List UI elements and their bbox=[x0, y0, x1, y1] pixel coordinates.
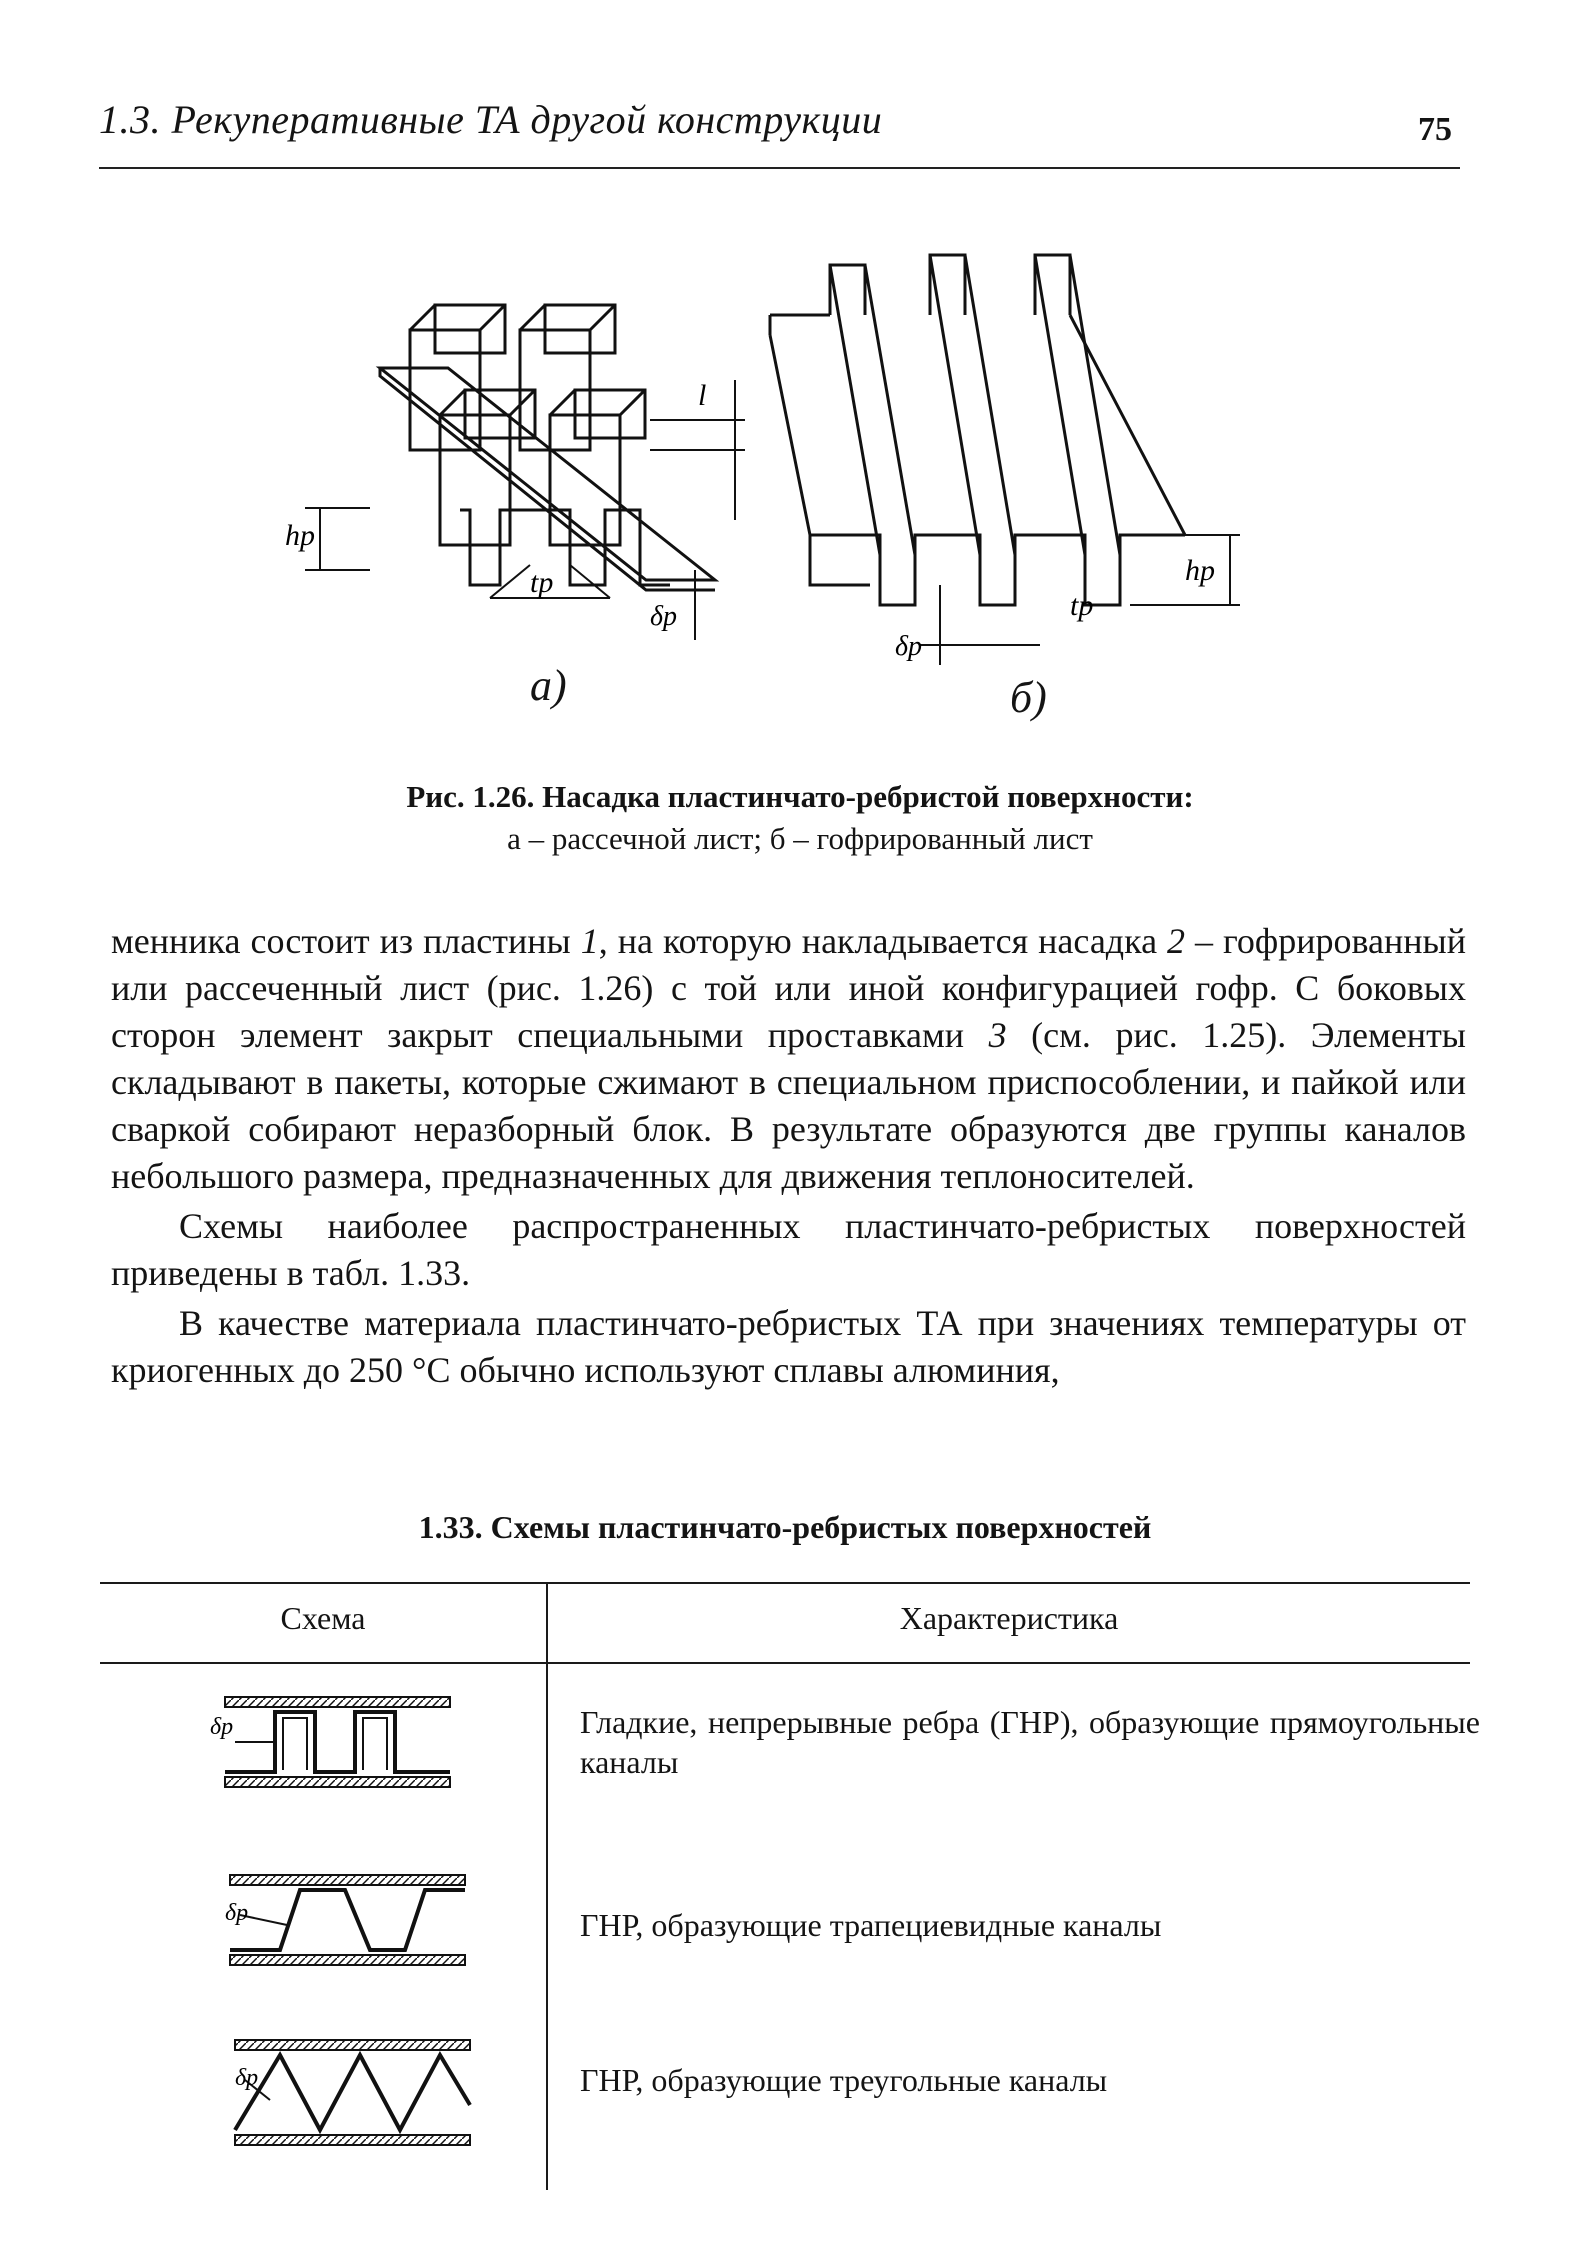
dim-dp-a: δp bbox=[650, 601, 678, 632]
running-header-title: 1.3. Рекуперативные ТА другой конструкции bbox=[99, 97, 883, 142]
figure-label-b: б) bbox=[1010, 673, 1047, 722]
dim-l-a: l bbox=[698, 379, 707, 412]
table-header-schema: Схема bbox=[280, 1600, 366, 1636]
row-2-description: ГНР, образующие трапециевидные каналы bbox=[580, 1907, 1162, 1943]
schema-1-label: δp bbox=[210, 1714, 234, 1740]
schema-3-label: δp bbox=[235, 2065, 259, 2091]
table-top-rule bbox=[100, 1582, 1470, 1584]
figure-label-a: а) bbox=[530, 661, 567, 710]
page-number: 75 bbox=[1418, 111, 1452, 148]
dim-dp-b: δp bbox=[895, 631, 923, 662]
figure-a-offset-strip-fin bbox=[285, 280, 760, 640]
fin-block-4 bbox=[550, 390, 645, 545]
schema-trapezoidal-channels bbox=[225, 1870, 475, 1970]
table-title: 1.33. Схемы пластинчато-ребристых поверхностей bbox=[418, 1509, 1152, 1545]
paragraph-1: менника состоит из пластины 1, на которую накладывается насадка 2 – гофрированный или рассеченный лист (рис. 1.26) с той или иной конфигурацией гофр. С боковых сторон элемент закрыт специальными проставками 3 (см. рис. 1.25). Элементы складывают в пакеты, которые сжимают в специальном приспособлении, и пайкой или сваркой собирают неразборный блок. В результате образуются две группы каналов небольшого размера, предназначенных для движения теплоносителей. bbox=[111, 921, 1466, 1196]
table-column-rule bbox=[546, 1582, 548, 2190]
figure-caption-title: Рис. 1.26. Насадка пластинчато-ребристой поверхности: bbox=[406, 779, 1194, 814]
schema-triangular-channels bbox=[230, 2035, 480, 2155]
schema-2-label: δp bbox=[225, 1900, 249, 1926]
figure-caption bbox=[250, 776, 1350, 860]
paragraph-2: Схемы наиболее распространенных пластинчато-ребристых поверхностей приведены в табл. 1.33. bbox=[111, 1206, 1466, 1293]
dim-hp-a: hp bbox=[285, 519, 315, 552]
body-text bbox=[111, 918, 1466, 1394]
figure-caption-sub: а – рассечной лист; б – гофрированный лист bbox=[507, 821, 1093, 856]
figure-b-corrugated-fin bbox=[770, 245, 1250, 665]
dim-hp-b: hp bbox=[1185, 554, 1215, 587]
dim-tp-b: tp bbox=[1070, 589, 1094, 622]
base-plate bbox=[380, 368, 715, 580]
schema-rectangular-channels bbox=[210, 1692, 465, 1792]
table-header-rule bbox=[100, 1662, 1470, 1664]
paragraph-3: В качестве материала пластинчато-ребристых ТА при значениях температуры от криогенных до 250 °С обычно используют сплавы алюминия, bbox=[111, 1303, 1466, 1390]
row-1-description: Гладкие, непрерывные ребра (ГНР), образующие прямоугольные каналы bbox=[580, 1704, 1480, 1780]
table-header-characteristic: Характеристика bbox=[899, 1600, 1119, 1636]
row-3-description: ГНР, образующие треугольные каналы bbox=[580, 2062, 1108, 2098]
dim-tp-a: tp bbox=[530, 566, 554, 599]
header-rule bbox=[99, 167, 1460, 169]
